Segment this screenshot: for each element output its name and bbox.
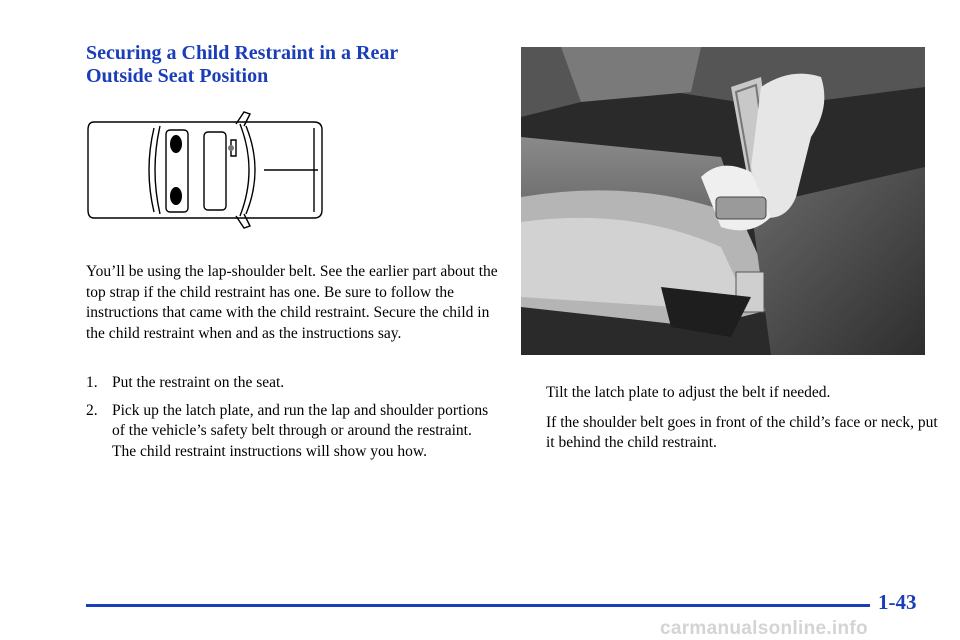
section-title: [86, 42, 506, 88]
step-item: [86, 373, 498, 394]
latch-plate-photo: [521, 47, 925, 355]
right-paragraph-2: If the shoulder belt goes in front of the child’s face or neck, put it behind the child restraint.: [546, 413, 938, 451]
section-title-line2: Outside Seat Position: [86, 65, 269, 87]
footer-rule: [86, 604, 870, 607]
intro-paragraph: You’ll be using the lap-shoulder belt. See the earlier part about the top strap if the child restraint has one. Be sure to follow the instructions that came with the child restraint. Secure the child in the child restraint when and as the instructions say.: [86, 263, 498, 342]
step-item: [86, 401, 498, 463]
step-number: 2.: [86, 401, 98, 419]
right-column-text: [546, 383, 938, 463]
page-number: 1-43: [878, 590, 917, 614]
instruction-steps: [86, 373, 498, 469]
latch-plate-photo-illustration: [521, 47, 925, 355]
watermark: carmanualsonline.info: [660, 618, 868, 639]
step-number: 1.: [86, 374, 98, 391]
step-text: Put the restraint on the seat.: [112, 374, 285, 391]
right-paragraph-1: Tilt the latch plate to adjust the belt if needed.: [546, 384, 831, 401]
step-text: Pick up the latch plate, and run the lap and shoulder portions of the vehicle’s safety belt through or around the restraint. The child restraint instructions will show you how.: [112, 401, 489, 460]
section-title-line1: Securing a Child Restraint in a Rear: [86, 42, 399, 64]
car-top-view-diagram: [86, 110, 326, 238]
